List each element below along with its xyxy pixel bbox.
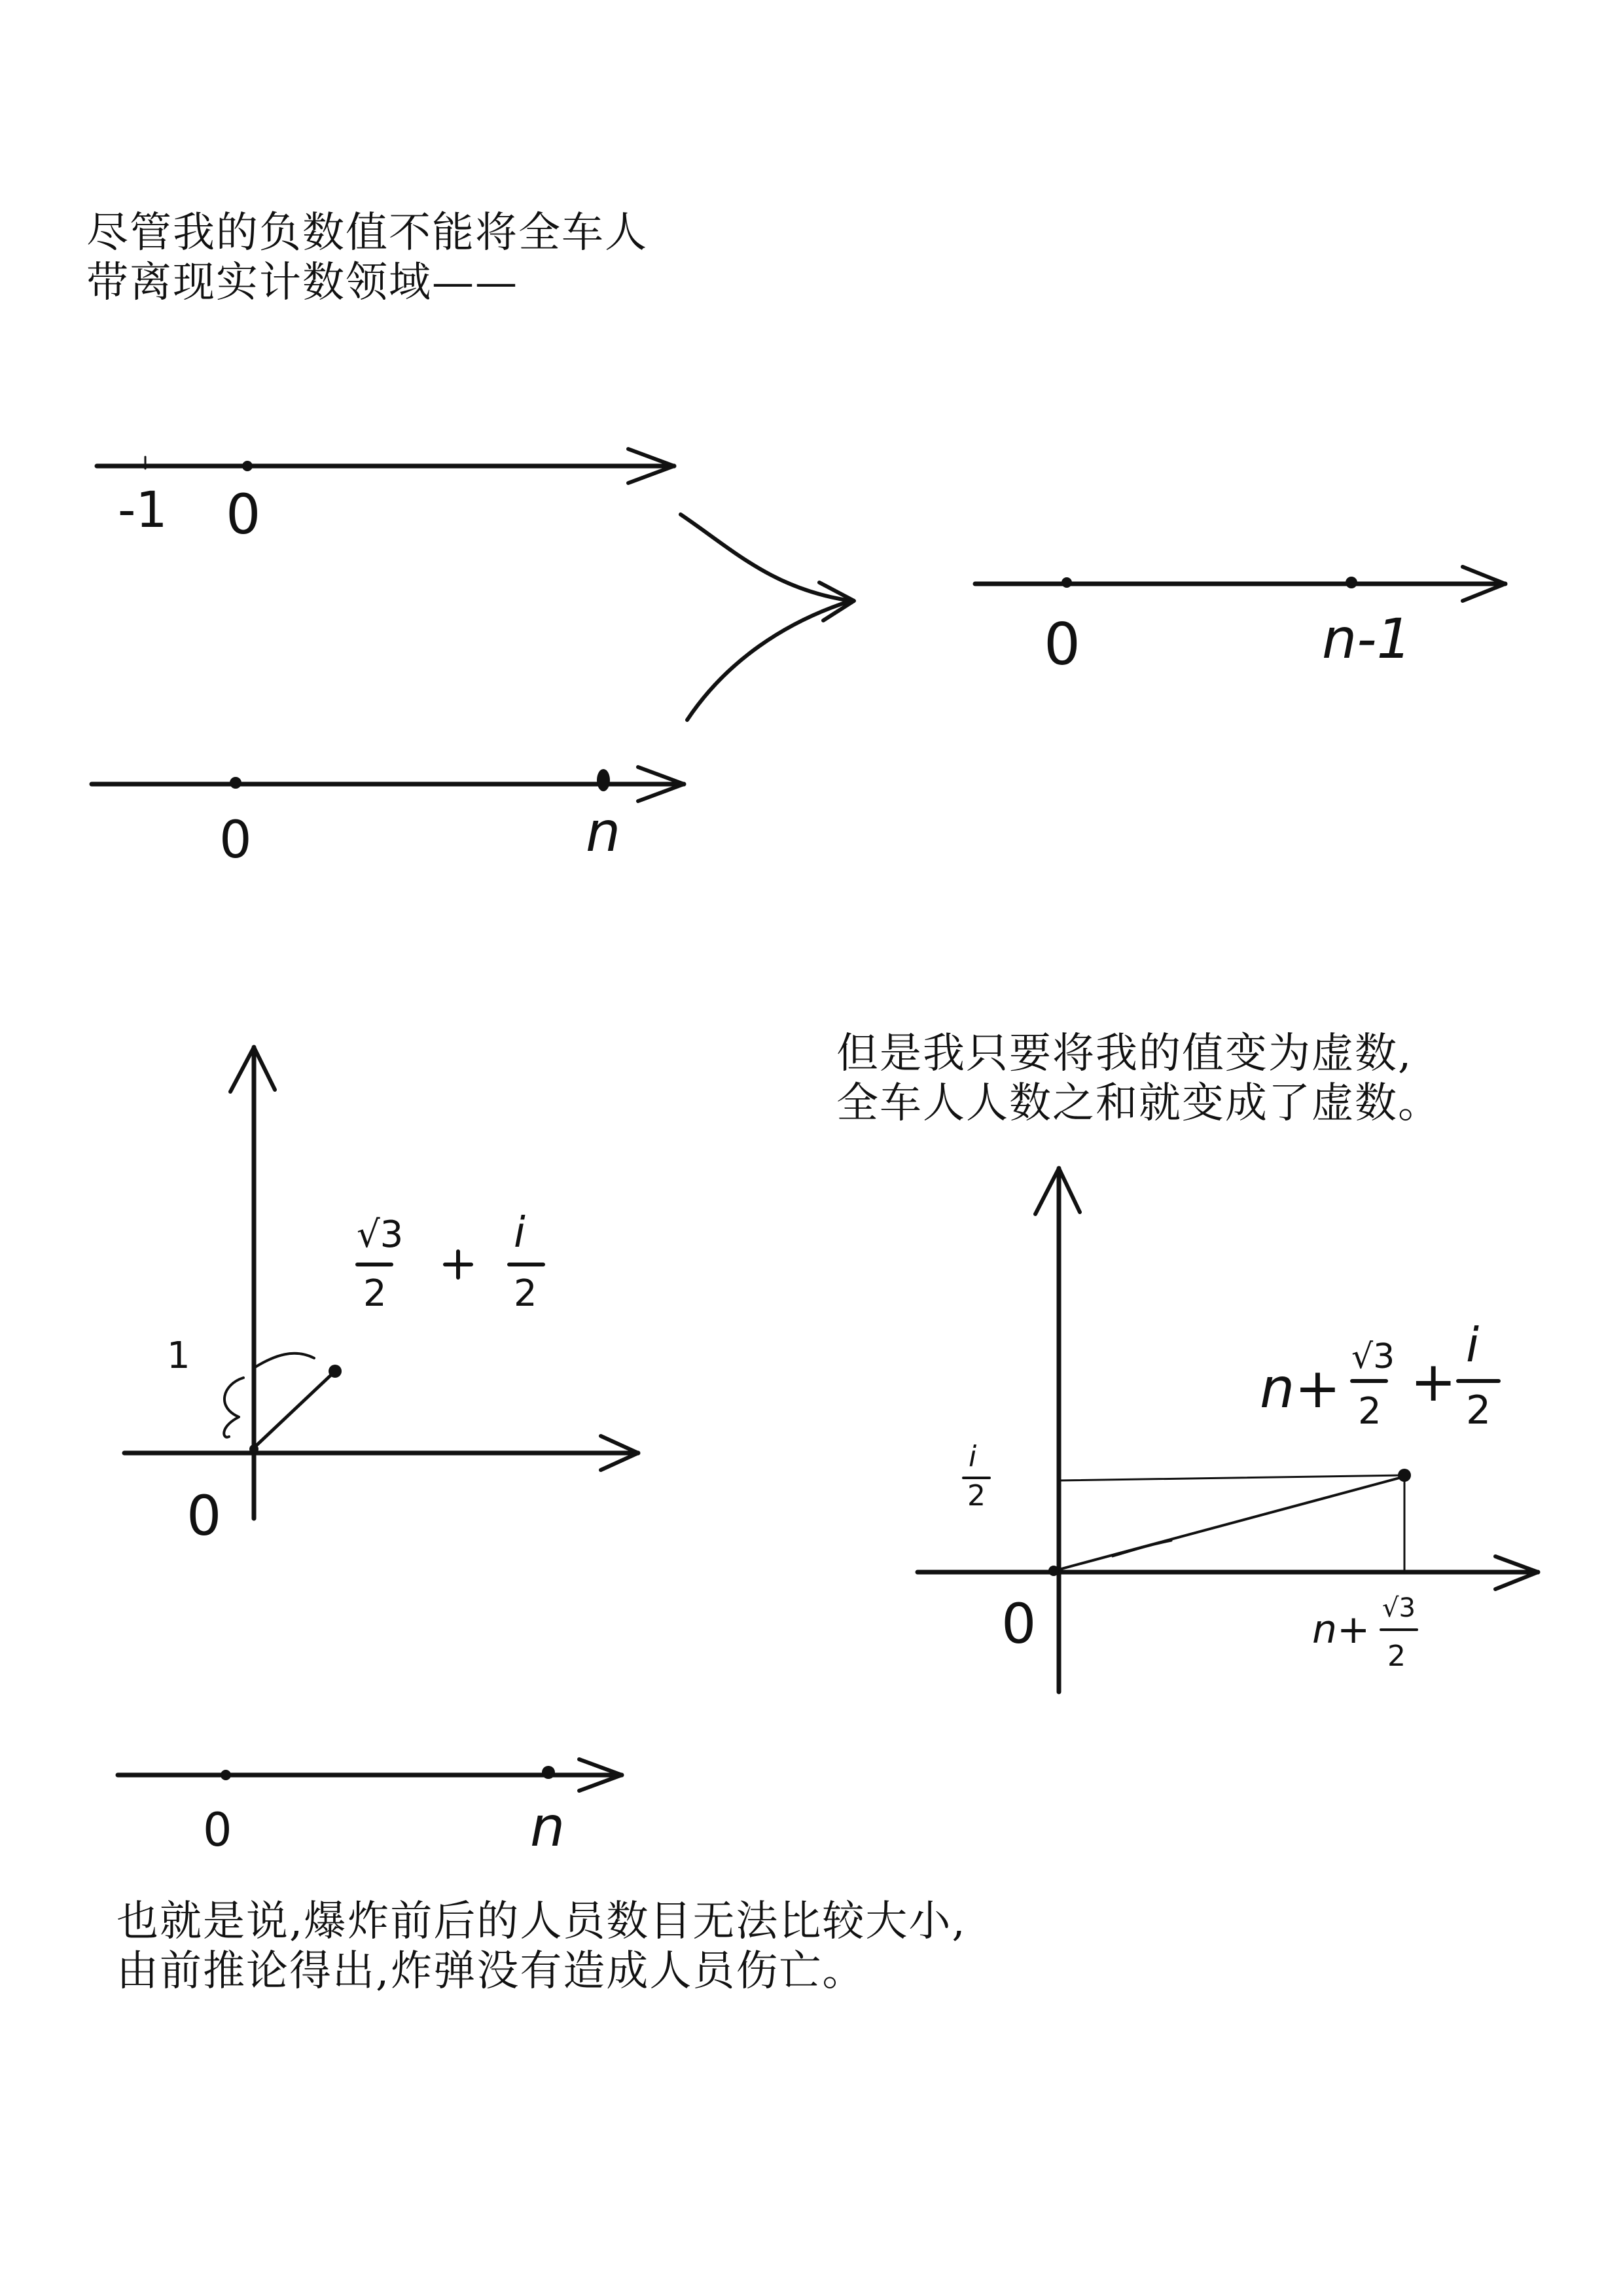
number-line-top — [97, 449, 674, 483]
point-0 — [221, 1770, 231, 1780]
point-n — [597, 769, 610, 791]
origin-label: 0 — [1001, 1592, 1037, 1656]
number-line-result — [975, 567, 1505, 601]
plus-sign: + — [1410, 1350, 1457, 1414]
labels-diagram3 — [967, 1318, 1491, 1673]
label-n: n — [586, 800, 621, 864]
label-0: 0 — [226, 482, 261, 547]
point-n-1 — [1346, 577, 1357, 588]
point-0 — [230, 777, 241, 789]
origin-label: 0 — [187, 1484, 222, 1548]
x-tick-denominator: 2 — [1387, 1640, 1406, 1673]
x-tick-prefix: n+ — [1312, 1607, 1370, 1653]
real-denominator: 2 — [363, 1272, 387, 1315]
label-n: n — [530, 1795, 565, 1859]
real-numerator: √3 — [357, 1213, 404, 1256]
origin-point — [1048, 1566, 1059, 1576]
point-prefix: n+ — [1260, 1356, 1341, 1420]
origin-point — [249, 1444, 259, 1454]
labels-diagram2 — [167, 1209, 565, 1859]
text-line: 尽管我的负数值不能将全车人 — [86, 209, 648, 257]
number-line-bottom — [92, 767, 684, 801]
imag-numerator: i — [1466, 1318, 1480, 1372]
point-z — [329, 1365, 342, 1378]
text-line: 带离现实计数领域—— — [86, 259, 518, 307]
imag-numerator: i — [514, 1209, 526, 1257]
label-neg1: -1 — [118, 480, 168, 539]
text-line: 也就是说,爆炸前后的人员数目无法比较大小, — [116, 1897, 967, 1946]
number-line-below — [118, 1759, 622, 1791]
label-0: 0 — [1044, 611, 1080, 678]
point-n — [542, 1766, 555, 1779]
labels-diagram1 — [118, 480, 1412, 870]
real-numerator: √3 — [1351, 1337, 1395, 1376]
merge-arrow — [681, 514, 854, 720]
point-0 — [1061, 577, 1072, 588]
point-w — [1398, 1469, 1411, 1482]
label-0: 0 — [219, 811, 252, 870]
y-tick-numerator: i — [969, 1440, 977, 1473]
real-denominator: 2 — [1358, 1390, 1382, 1433]
point-0 — [242, 461, 253, 471]
imag-denominator: 2 — [1466, 1388, 1491, 1433]
text-line: 但是我只要将我的值变为虚数, — [836, 1030, 1413, 1078]
label-n-1: n-1 — [1322, 607, 1412, 671]
magnitude-label: 1 — [167, 1335, 190, 1377]
text-line: 由前推论得出,炸弹没有造成人员伤亡。 — [116, 1947, 866, 1996]
text-line: 全车人人数之和就变成了虚数。 — [836, 1079, 1441, 1128]
label-0: 0 — [203, 1803, 232, 1857]
y-tick-denominator: 2 — [967, 1479, 986, 1513]
x-tick-numerator: √3 — [1382, 1593, 1416, 1623]
imag-denominator: 2 — [514, 1272, 537, 1315]
